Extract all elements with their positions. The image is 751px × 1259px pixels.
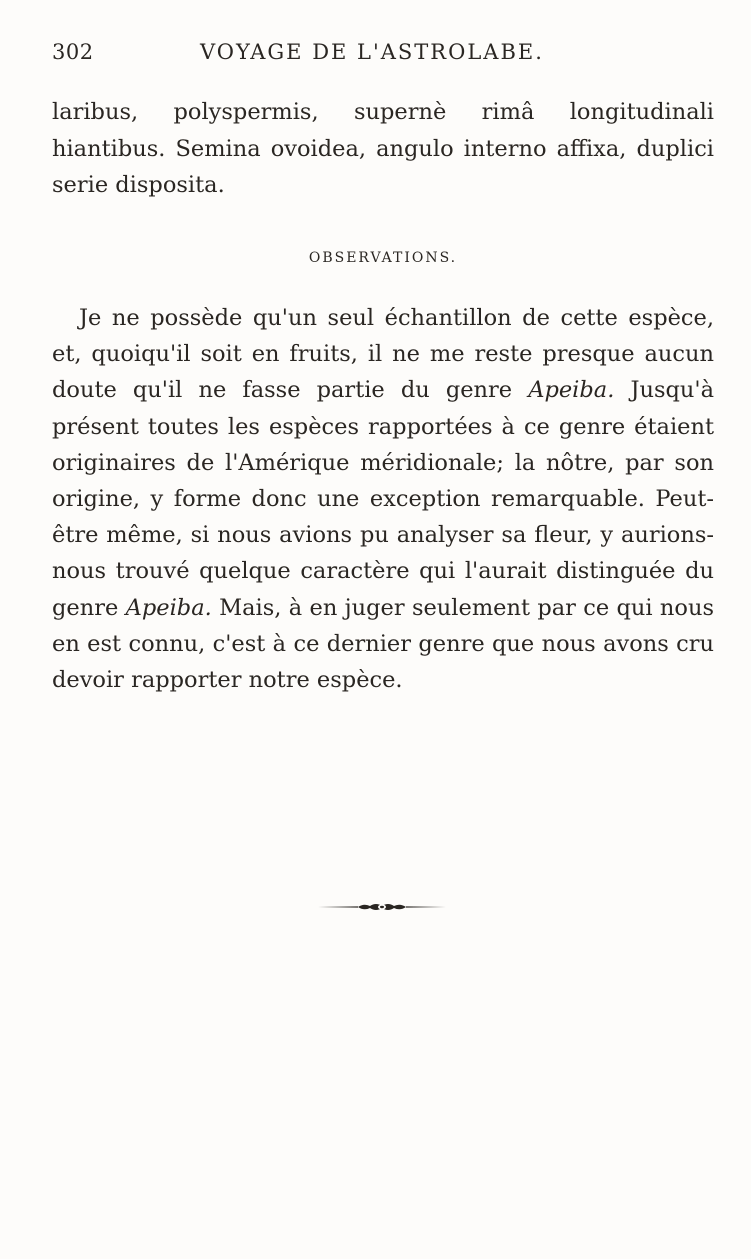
continuation-paragraph: laribus, polyspermis, supernè rimâ longitudinali hiantibus. Semina ovoidea, angulo interno affixa, duplici serie disposita. — [52, 99, 714, 198]
ornament-strokes — [318, 904, 446, 910]
running-head — [52, 40, 714, 70]
page-number: 302 — [52, 40, 94, 64]
observations-text-2: Jusqu'à présent toutes les espèces rapportées à ce genre étaient originaires de l'Amérique méridionale; la nôtre, par son origine, y forme donc une exception remarquable. Peut-être même, si nous avions pu analyser sa fleur, y aurions-nous trouvé quelque caractère qui l'aurait distinguée du genre — [52, 377, 715, 621]
observations-paragraph — [52, 300, 714, 698]
running-title: VOYAGE DE L'ASTROLABE. — [200, 40, 544, 64]
observations-text-1: Je ne possède qu'un seul échantillon de cette espèce, et, quoiqu'il soit en fruits, il ne me reste presque aucun doute qu'il ne fasse partie du genre — [52, 305, 714, 404]
tailpiece-ornament-icon — [318, 900, 446, 914]
section-heading: OBSERVATIONS. — [308, 250, 458, 266]
genus-name-apeiba: Apeiba. — [528, 377, 615, 404]
observations-text-3: Mais, à en juger seulement par ce qui nous en est connu, c'est à ce dernier genre que nous avons cru devoir rapporter notre espèce. — [52, 594, 714, 694]
genus-name-apeiba: Apeiba. — [125, 594, 212, 621]
